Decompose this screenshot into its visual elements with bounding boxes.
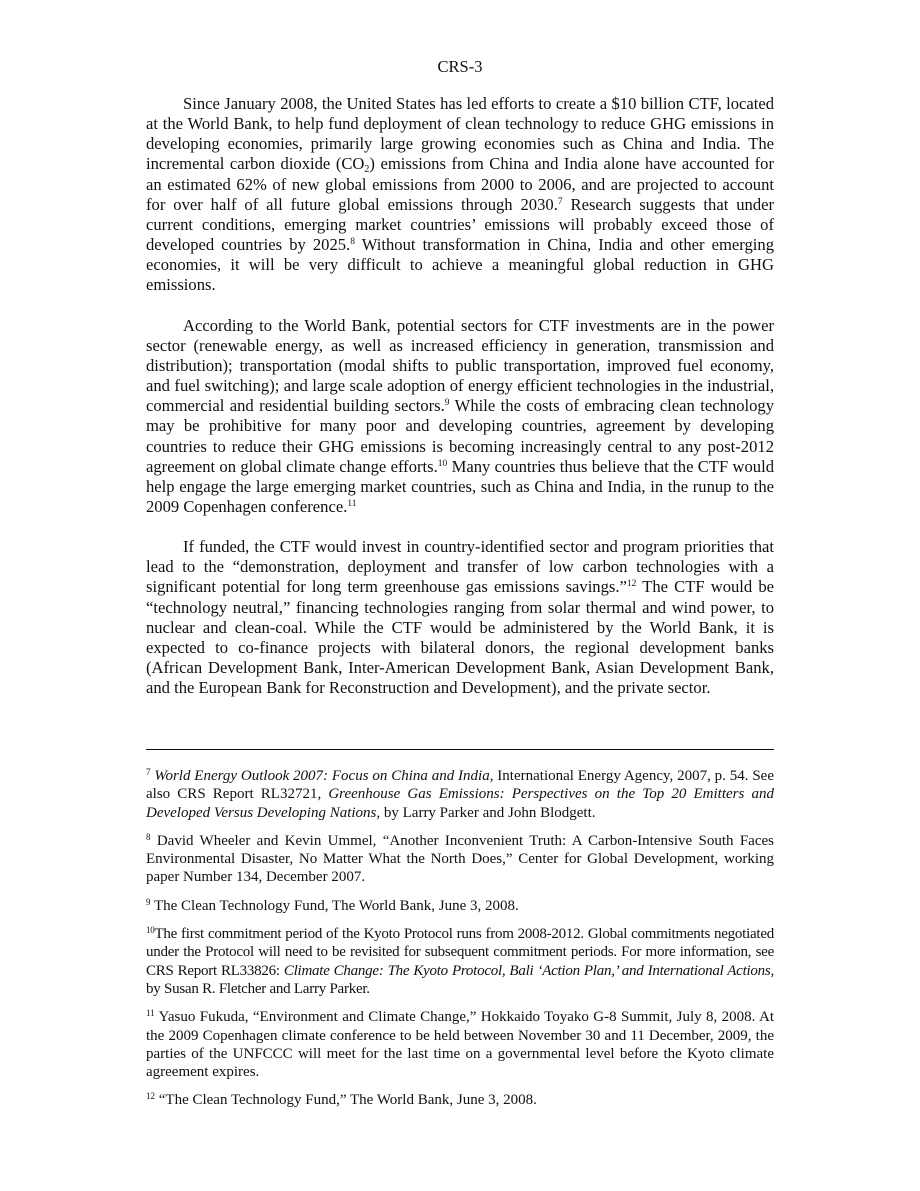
footnote-text: Yasuo Fukuda, “Environment and Climate Change,” Hokkaido Toyako G-8 Summit, July 8, 2008. At the 2009 Copenhagen climate conference to be held between November 30 and 11 December, 2009, the parties of the UNFCCC will meet for the last time on a governmental level before the Kyoto climate agreement expires. [146, 1009, 774, 1081]
footnote-number: 9 [146, 896, 151, 907]
footnote-title: World Energy Outlook 2007: Focus on China and India [154, 768, 490, 784]
paragraph-1 [146, 94, 774, 296]
paragraph-text: While the costs of embracing clean technology may be prohibitive for many poor and developing countries, agreement by developing countries to reduce their GHG emissions is becoming increasingly central to any post-2012 agreement on global climate change efforts. [146, 396, 774, 476]
footnote-12 [146, 1091, 774, 1109]
paragraph-text: Research suggests that under current conditions, emerging market countries’ emissions will probably exceed those of developed countries by 2025. [146, 194, 775, 255]
paragraph-text: Since January 2008, the United States has led efforts to create a $10 billion CTF, located at the World Bank, to help fund deployment of clean technology to reduce GHG emissions in developing economies, primarily large growing economies such as China and India. The incremental carbon dioxide (CO [146, 94, 774, 174]
page-number: CRS-3 [437, 57, 483, 76]
footnote-text: The Clean Technology Fund, The World Bank, June 3, 2008. [150, 897, 519, 914]
footnote-number: 12 [146, 1091, 155, 1102]
paragraph-text: Without transformation in China, India and other emerging economies, it will be very difficult to achieve a meaningful global reduction in GHG emissions. [146, 235, 774, 295]
paragraph-text: Many countries thus believe that the CTF would help engage the large emerging market countries, such as China and India, in the runup to the 2009 Copenhagen conference. [146, 456, 774, 516]
footnote-number: 7 [146, 767, 151, 777]
footnote-ref-9[interactable]: 9 [444, 398, 450, 409]
paragraph-3 [146, 537, 774, 698]
paragraph-text: The CTF would be “technology neutral,” financing technologies ranging from solar thermal and wind power, to nuclear and clean-coal. While the CTF would be administered by the World Bank, it is expected to co-finance projects with bilateral donors, the regional development banks (African Development Bank, Inter-American Development Bank, Asian Development Bank, and the European Bank for Reconstruction and Development), and the private sector. [146, 577, 774, 698]
footnote-number: 11 [146, 1008, 155, 1019]
footnote-10 [146, 925, 774, 998]
footnote-9 [146, 897, 774, 915]
footnote-11 [146, 1008, 774, 1081]
subscript: 2 [364, 164, 370, 176]
page-header [0, 57, 920, 77]
footnote-text: , by Susan R. Fletcher and Larry Parker. [146, 962, 774, 997]
footnote-number: 8 [146, 831, 151, 842]
footnote-title: Climate Change: The Kyoto Protocol, Bali ‘Action Plan,’ and International Actions [283, 962, 771, 979]
footnote-ref-11[interactable]: 11 [347, 498, 357, 509]
footnote-title: Greenhouse Gas Emissions: Perspectives on the Top 20 Emitters and Developed Versus Developing Nations [146, 786, 774, 821]
footnote-number: 10 [146, 925, 155, 936]
footnotes [146, 767, 774, 1120]
footnote-7 [146, 767, 774, 822]
body-text [146, 94, 774, 718]
footnote-text: David Wheeler and Kevin Ummel, “Another Inconvenient Truth: A Carbon-Intensive South Faces Environmental Disaster, No Matter What the North Does,” Center for Global Development, working paper Number 134, December 2007. [146, 832, 774, 886]
footnote-ref-10[interactable]: 10 [437, 458, 448, 469]
paragraph-text: ) emissions from China and India alone have accounted for an estimated 62% of new global emissions from 2000 to 2006, and are projected to account for over half of all future global emissions through 2030. [146, 154, 774, 214]
footnote-text: “The Clean Technology Fund,” The World Bank, June 3, 2008. [155, 1092, 537, 1109]
footnote-ref-12[interactable]: 12 [626, 579, 637, 590]
footnote-text: , by Larry Parker and John Blodgett. [376, 804, 596, 821]
footnote-text: The first commitment period of the Kyoto Protocol runs from 2008-2012. Global commitments negotiated under the Protocol will need to be revisited for subsequent commitment periods. For more information, see CRS Report RL33826: [146, 926, 774, 979]
paragraph-text: If funded, the CTF would invest in country-identified sector and program priorities that lead to the “demonstration, deployment and transfer of low carbon technologies with a significant potential for long term greenhouse gas emissions savings.” [146, 537, 774, 597]
footnote-ref-8[interactable]: 8 [350, 237, 355, 248]
footnote-separator [146, 749, 774, 750]
paragraph-text: According to the World Bank, potential sectors for CTF investments are in the power sector (renewable energy, as well as increased efficiency in generation, transmission and distribution); transportation (modal shifts to public transportation, improved fuel economy, and fuel switching); and large scale adoption of energy efficient technologies in the industrial, commercial and residential building sectors. [146, 315, 774, 416]
footnote-8 [146, 832, 774, 887]
paragraph-2 [146, 316, 774, 518]
footnote-text: , International Energy Agency, 2007, p. 54. See also CRS Report RL32721, [146, 768, 774, 803]
footnote-ref-7[interactable]: 7 [557, 196, 563, 207]
